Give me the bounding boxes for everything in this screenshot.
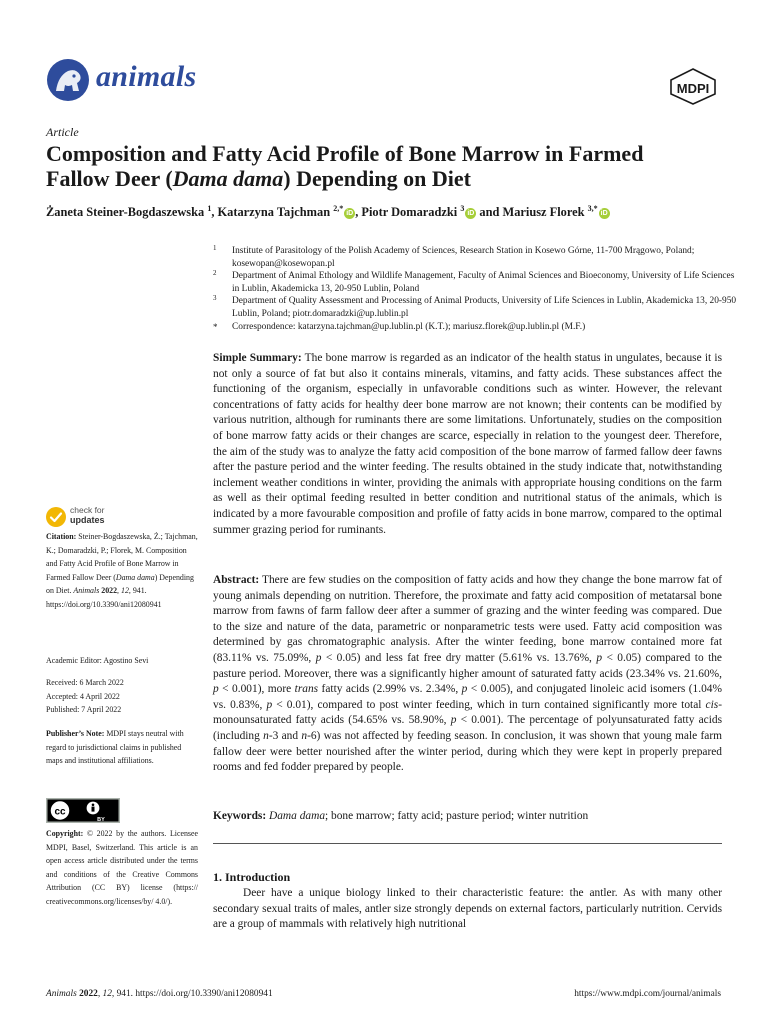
publisher-note bbox=[46, 727, 198, 768]
affiliation-marker: 3 bbox=[213, 294, 217, 303]
citation-year: 2022 bbox=[101, 586, 118, 595]
copyright-label: Copyright: bbox=[46, 829, 84, 838]
citation-label: Citation: bbox=[46, 532, 77, 541]
p-symbol: p bbox=[266, 698, 273, 711]
author-affil-marker: 1 bbox=[207, 204, 212, 213]
affiliation-marker: * bbox=[213, 321, 218, 332]
simple-summary-label: Simple Summary: bbox=[213, 352, 302, 364]
abstract-text: < 0.001). The percentage of polyunsaturated fatty acids (including bbox=[213, 714, 722, 742]
abstract-text: There are few studies on the composition of fatty acids and how they change the bone marrow fat of young animals depending on nutrition. Therefore, the proximate and fatty acid composition of metatarsal bone marrow from fawns of farm fallow deer after a summer of grazing and the winter feeding was compared. Due to the size and nature of the data, parametric or nonparametric tests were used. Fatty acid composition was determined by gas chromatographic analysis. After the winter feeding, bone marrow contained more fat (83.11% vs. 75.09%, bbox=[213, 574, 722, 664]
publication-dates bbox=[46, 676, 198, 717]
title-line2-post: ) Depending on Diet bbox=[283, 166, 471, 191]
cc-by-license-icon[interactable] bbox=[46, 798, 120, 823]
publisher-note-text: MDPI stays neutral with regard to jurisdictional claims in published maps and institutional affiliations. bbox=[46, 729, 184, 765]
keywords-label: Keywords: bbox=[213, 810, 267, 822]
affiliation-item bbox=[213, 321, 743, 334]
introduction-text: Deer have a unique biology linked to their characteristic feature: the antler. As with many other secondary sexual traits of males, antler size strongly depends on external factors, particularly nutrition. Cervids are a group of mammals with relatively high nutritional bbox=[213, 887, 722, 931]
orcid-icon[interactable]: iD bbox=[600, 210, 608, 218]
journal-logo-icon bbox=[46, 58, 90, 102]
check-for-updates-icon[interactable] bbox=[45, 506, 67, 528]
author-name[interactable]: Katarzyna Tajchman bbox=[217, 205, 331, 220]
abstract-text: < 0.05) and less fat free dry matter (5.61% vs. 13.76%, bbox=[321, 651, 597, 664]
trans-term: trans bbox=[294, 683, 319, 696]
abstract-text: fatty acids (2.99% vs. 2.34%, bbox=[318, 683, 462, 696]
orcid-icon[interactable]: iD bbox=[467, 210, 475, 218]
cc-text: cc bbox=[54, 806, 66, 818]
by-text: BY bbox=[97, 817, 105, 823]
article-title bbox=[46, 141, 736, 191]
received-date: Received: 6 March 2022 bbox=[46, 678, 124, 687]
keywords-text: ; bone marrow; fatty acid; pasture period; winter nutrition bbox=[325, 810, 589, 822]
simple-summary-text: The bone marrow is regarded as an indicator of the health status in ungulates, because it is not only a source of fat but also it contains minerals, vitamins, and fatty acids. These substances affect the functioning of the organism, especially in unfavorable conditions such as winter. However, the relevant concentrations of fatty acids for healthy deer bone marrow are not known; their contents can be modified by various nutrition, although for ruminants there are some limitations. Unfortunately, studies on the composition of bone marrow fatty acids or their changes are scarce, especially in relation to the youngest deer. Therefore, the aim of the study was to analyze the fatty acid composition of the bone marrow of farmed fallow deer fawns after the pasture period and the winter feeding. The results obtained in the study indicate that, notwithstanding inclement weather conditions in winter, providing the animals with appropriate housing conditions on the farm as well as their optimal feeding resulted in better condition and nutritional status of the animals, which is indicated by a more favourable composition and profile of fatty acids in bone marrow, compared to the optimal summer grazing period for ruminants. bbox=[213, 352, 723, 536]
affiliation-marker: 1 bbox=[213, 244, 217, 252]
p-symbol: p bbox=[450, 714, 457, 727]
footer-year: 2022 bbox=[79, 989, 98, 999]
abstract-text: < 0.01), compared to post winter feeding, which in turn contained significantly more total bbox=[272, 698, 706, 711]
footer-citation: Animals 2022, 12, 941. https://doi.org/10.3390/ani12080941 bbox=[46, 989, 273, 999]
author-separator: and bbox=[476, 205, 503, 220]
abstract-text: -3 and bbox=[268, 729, 302, 742]
published-date: Published: 7 April 2022 bbox=[46, 705, 122, 714]
author-affil-marker: 2,* bbox=[333, 204, 344, 213]
author-affil-marker: 3 bbox=[460, 204, 465, 213]
abstract-text: -monounsaturated fatty acids (54.65% vs. 58.90%, bbox=[213, 698, 722, 727]
citation-block: Citation: Steiner-Bogdaszewska, Ż.; Tajchman, K.; Domaradzki, P.; Florek, M. Composition and Fatty Acid Profile of Bone Marrow in Farmed Fallow Deer (Dama dama) Depending on Diet. Animals 2022, 12, 941. https://doi.org/10.3390/ani12080941 bbox=[46, 532, 198, 609]
copyright-notice bbox=[46, 827, 198, 908]
abstract-text: < 0.005), and conjugated linoleic acid isomers (1.04% vs. 0.83%, bbox=[213, 683, 722, 711]
p-symbol: p bbox=[213, 683, 219, 696]
abstract-text: < 0.001), more bbox=[218, 683, 295, 696]
affiliation-text: Department of Animal Ethology and Wildlife Management, Faculty of Animal Sciences and Bioeconomy, University of Life Sciences in Lublin, Akademicka 13, 20-950 Lublin, Poland bbox=[232, 271, 735, 294]
footer-doi[interactable]: , 941. https://doi.org/10.3390/ani12080941 bbox=[111, 989, 273, 999]
accepted-date: Accepted: 4 April 2022 bbox=[46, 691, 120, 701]
check-for-updates-link[interactable] bbox=[70, 505, 105, 525]
author-separator: , bbox=[355, 205, 362, 220]
footer-journal-url[interactable]: https://www.mdpi.com/journal/animals bbox=[574, 989, 721, 999]
citation-doi[interactable]: , 941. https://doi.org/10.3390/ani12080941 bbox=[46, 586, 162, 609]
n-symbol: n bbox=[263, 729, 269, 742]
author-name[interactable]: Piotr Domaradzki bbox=[361, 205, 458, 220]
affiliation-marker: 2 bbox=[213, 269, 217, 278]
p-symbol: p bbox=[596, 651, 603, 664]
citation-text: Steiner-Bogdaszewska, Ż.; Tajchman, K.; Domaradzki, P.; Florek, M. Composition and Fatty Acid Profile of Bone Marrow in Farmed Fallow Deer ( bbox=[46, 532, 198, 582]
mdpi-logo bbox=[667, 66, 719, 106]
mdpi-logo-text: MDPI bbox=[676, 81, 710, 96]
author-name[interactable]: Mariusz Florek bbox=[502, 205, 585, 220]
article-type: Article bbox=[46, 125, 79, 139]
academic-editor: Academic Editor: Agostino Sevi bbox=[46, 656, 149, 665]
footer-volume: 12 bbox=[102, 989, 112, 999]
affiliation-text: Department of Quality Assessment and Processing of Animal Products, University of Life Sciences in Lublin, Akademicka 13, 20-950 Lublin, Poland; piotr.domaradzki@up.lublin.pl bbox=[232, 296, 737, 319]
abstract-text: < 0.05) compared to the pasture period. Moreover, there was a significantly higher amount of saturated fatty acids (23.34% vs. 21.60%, bbox=[213, 651, 722, 680]
abstract-text: -6) was not affected by feeding season. In conclusion, it was shown that young male farm fallow deer were better nourished after the winter period, during which they were kept in properly prepared rooms and fed fodder prepared by people. bbox=[213, 729, 722, 774]
n-symbol: n bbox=[301, 729, 308, 742]
affiliation-text: Institute of Parasitology of the Polish Academy of Sciences, Research Station in Kosewo Górne, 11-700 Mrągowo, Poland; kosewopan@kosewopan.pl bbox=[232, 246, 695, 269]
citation-journal: Animals bbox=[73, 586, 100, 595]
check-for-updates-line1: check for bbox=[70, 505, 105, 515]
p-symbol: p bbox=[315, 651, 322, 664]
author-list bbox=[46, 204, 736, 220]
cis-term: cis bbox=[705, 698, 719, 711]
author-name[interactable]: Żaneta Steiner-Bogdaszewska bbox=[46, 205, 205, 220]
correspondence-text: Correspondence: katarzyna.tajchman@up.lublin.pl (K.T.); mariusz.florek@up.lublin.pl (M.F.) bbox=[232, 321, 586, 332]
publisher-note-label: Publisher’s Note: bbox=[46, 729, 105, 738]
title-line2-pre: Fallow Deer ( bbox=[46, 166, 173, 191]
keyword-species: Dama dama bbox=[269, 810, 326, 822]
affiliation-item bbox=[213, 295, 743, 320]
check-for-updates-line2: updates bbox=[70, 515, 105, 525]
title-line1: Composition and Fatty Acid Profile of Bone Marrow in Farmed bbox=[46, 141, 644, 166]
affiliation-item bbox=[213, 270, 743, 295]
title-species: Dama dama bbox=[172, 166, 284, 191]
journal-name: animals bbox=[96, 60, 197, 93]
affiliation-item bbox=[213, 245, 743, 270]
keywords bbox=[213, 809, 722, 825]
footer-journal: Animals bbox=[46, 989, 77, 999]
abstract-label: Abstract: bbox=[213, 574, 260, 586]
abstract bbox=[213, 573, 722, 776]
section-heading-introduction: 1. Introduction bbox=[213, 870, 291, 884]
section-divider bbox=[213, 843, 722, 844]
citation-text: ) Depending on Diet. bbox=[46, 572, 194, 595]
orcid-icon[interactable]: iD bbox=[346, 210, 354, 218]
affiliations bbox=[213, 245, 743, 333]
author-separator: , bbox=[211, 205, 218, 220]
citation-volume: 12 bbox=[121, 586, 129, 595]
copyright-text: © 2022 by the authors. Licensee MDPI, Basel, Switzerland. This article is an open access article distributed under the terms and conditions of the Creative Commons Attribution (CC BY) license (https:// creativecommons.org/licenses/by/ 4.0/). bbox=[46, 829, 198, 906]
citation-species: Dama dama bbox=[115, 572, 155, 582]
author-affil-marker: 3,* bbox=[587, 204, 598, 213]
p-symbol: p bbox=[461, 683, 468, 696]
simple-summary bbox=[213, 351, 722, 538]
